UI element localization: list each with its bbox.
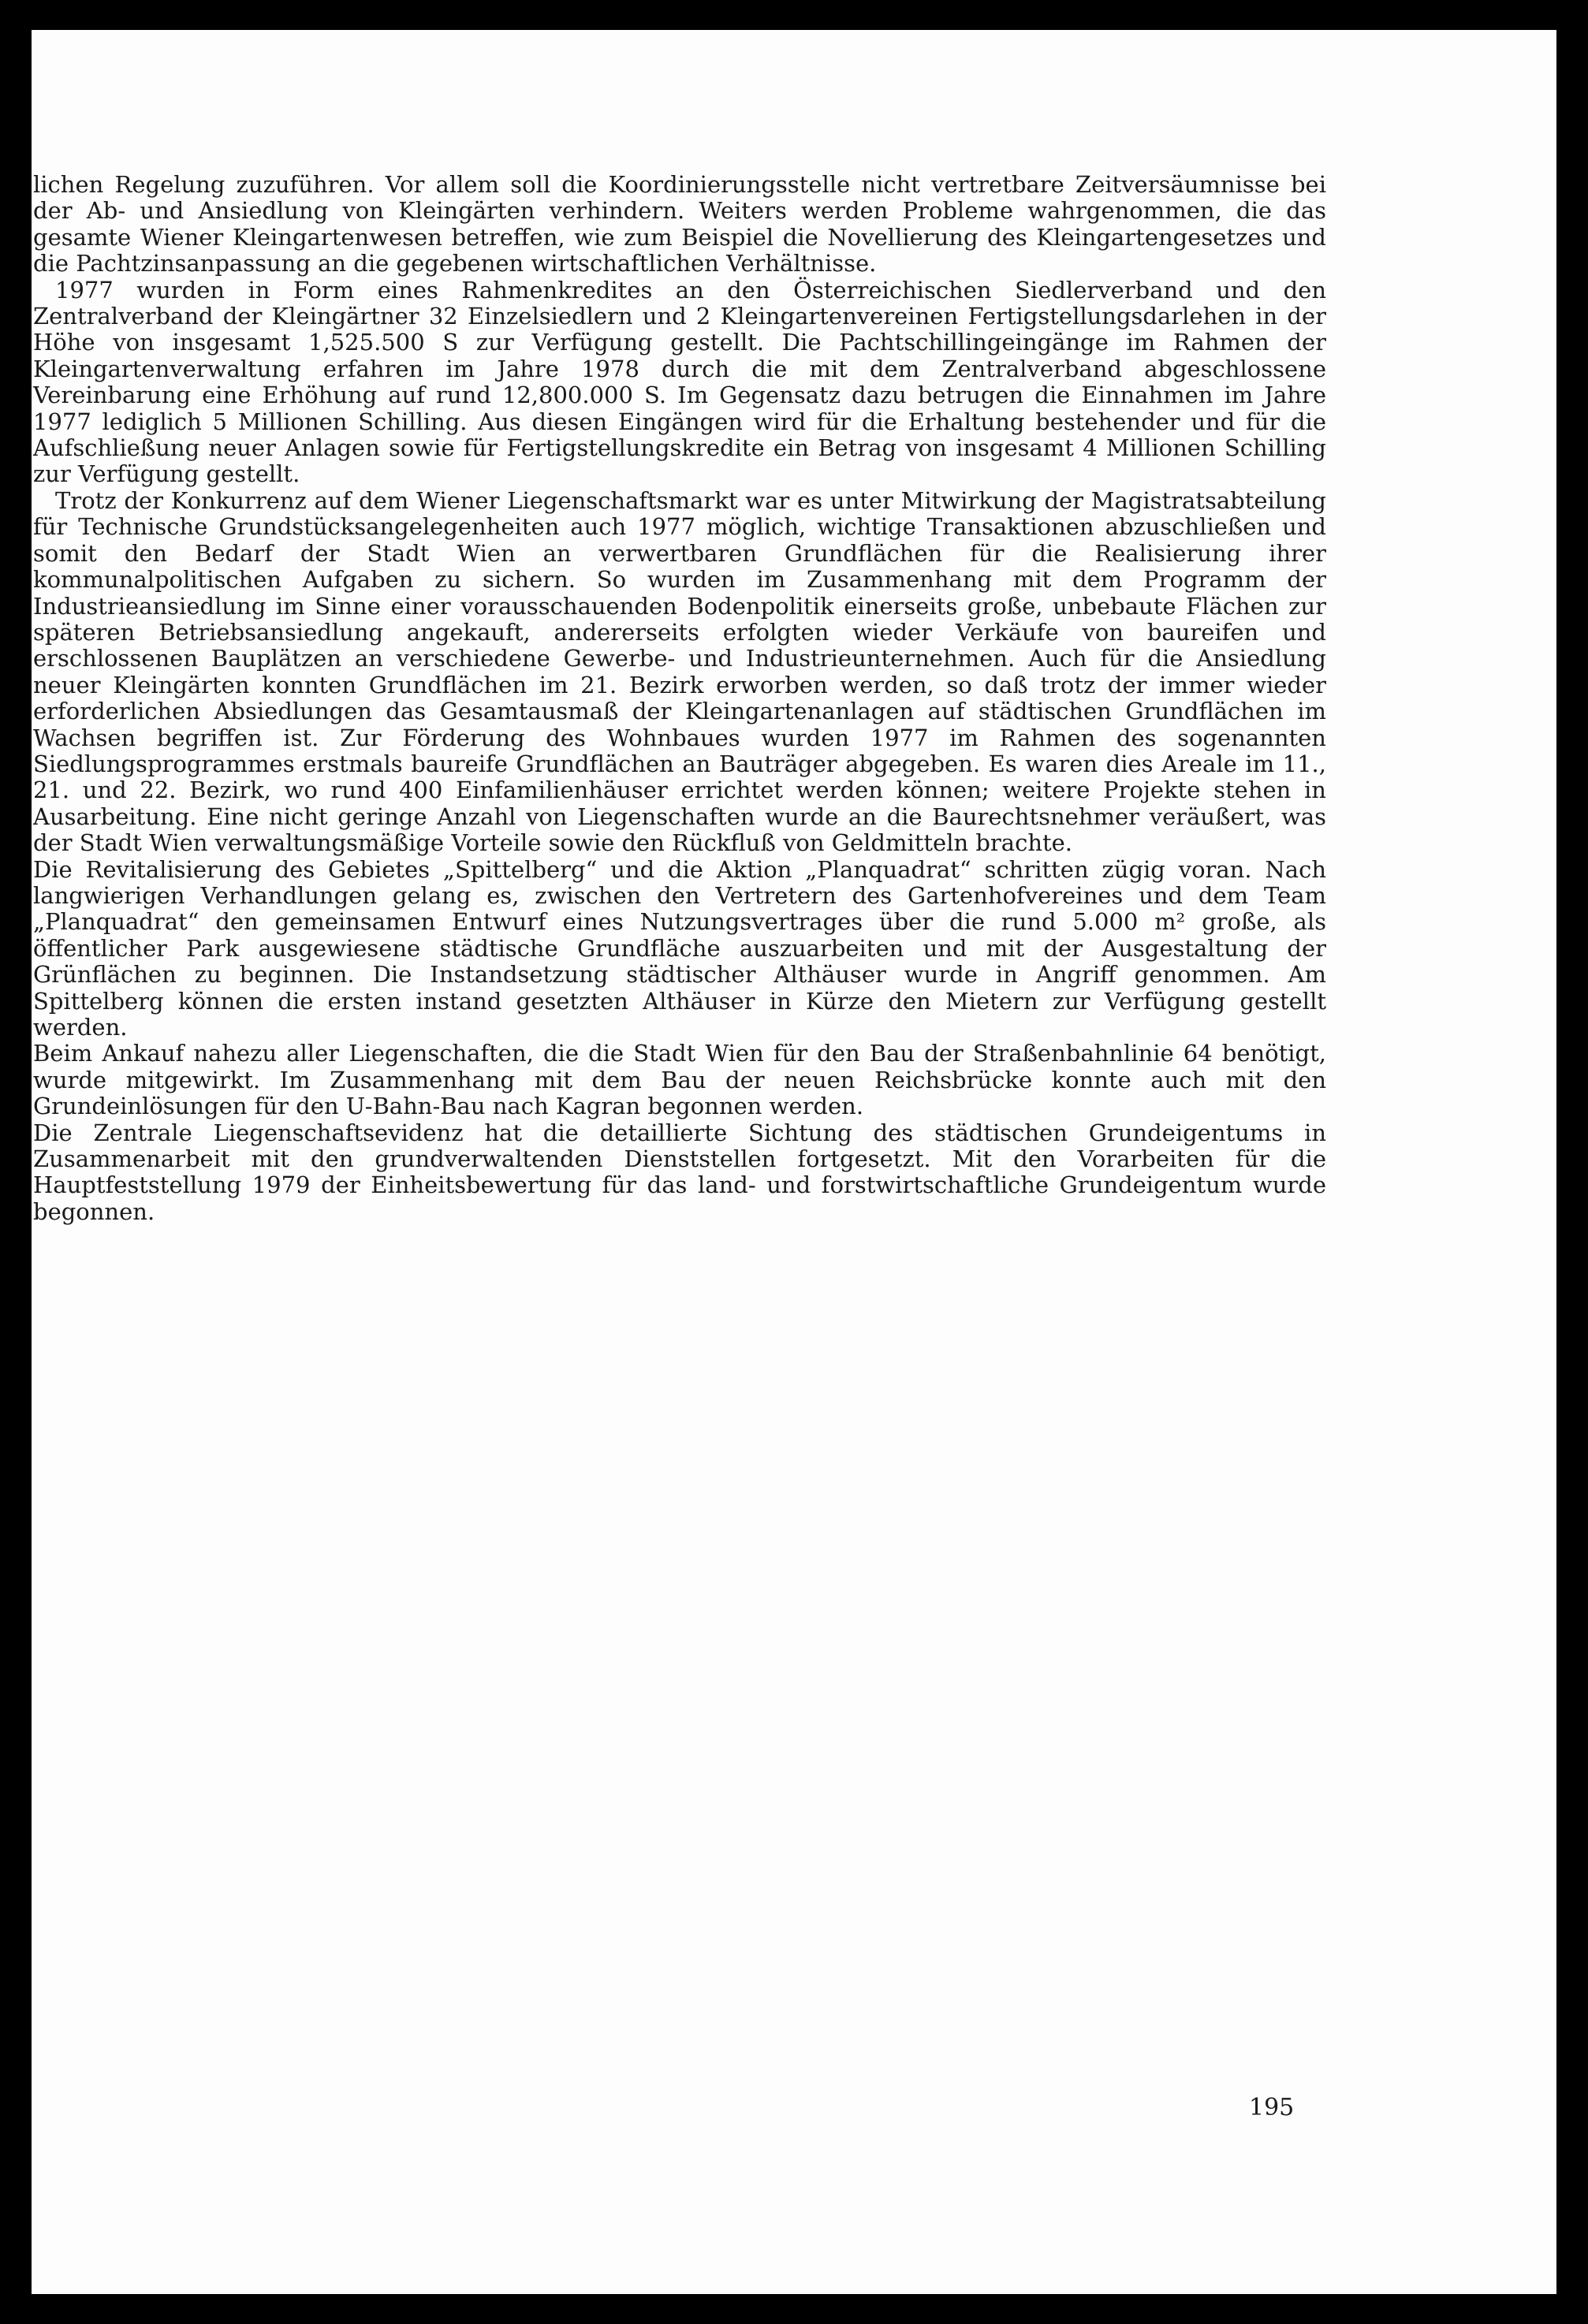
page-number: 195 [1249, 2094, 1295, 2121]
paragraph-kleingarten-koordinierung: lichen Regelung zuzuführen. Vor allem soll die Koordinierungsstelle nicht vertretbare Zeitversäumnisse bei der Ab- und Ansiedlung von Kleingärten verhindern. Weiters werden Probleme wahrgenommen, die das gesamte Wiener Kleingartenwesen betreffen, wie zum Beispiel die Novellierung des Kleingartengesetzes und die Pachtzinsanpassung an die gegebenen wirtschaftlichen Verhältnisse. [33, 171, 1326, 277]
paragraph-liegenschaftsevidenz: Die Zentrale Liegenschaftsevidenz hat die detaillierte Sichtung des städtischen Grundeigentums in Zusammenarbeit mit den grundverwaltenden Dienststellen fortgesetzt. Mit den Vorarbeiten für die Hauptfeststellung 1979 der Einheitsbewertung für das land- und forstwirtschaftliche Grundeigentum wurde begonnen. [33, 1119, 1326, 1225]
paragraph-spittelberg: Die Revitalisierung des Gebietes „Spittelberg“ und die Aktion „Planquadrat“ schritten zügig voran. Nach langwierigen Verhandlungen gelang es, zwischen den Vertretern des Gartenhofvereines und dem Team „Planquadrat“ den gemeinsamen Entwurf eines Nutzungsvertrages über die rund 5.000 m² große, als öffentlicher Park ausgewiesene städtische Grundfläche auszuarbeiten und mit der Ausgestaltung der Grünflächen zu beginnen. Die Instandsetzung städtischer Althäuser wurde in Angriff genommen. Am Spittelberg können die ersten instand gesetzten Althäuser in Kürze den Mietern zur Verfügung gestellt werden. [33, 855, 1326, 1041]
paragraph-strassenbahnlinie: Beim Ankauf nahezu aller Liegenschaften, die die Stadt Wien für den Bau der Straßenbahnlinie 64 benötigt, wurde mitgewirkt. Im Zusammenhang mit dem Bau der neuen Reichsbrücke konnte auch mit den Grundeinlösungen für den U-Bahn-Bau nach Kagran begonnen werden. [33, 1040, 1326, 1120]
body-text [33, 172, 1326, 1225]
paragraph-liegenschaftsmarkt: Trotz der Konkurrenz auf dem Wiener Liegenschaftsmarkt war es unter Mitwirkung der Magistratsabteilung für Technische Grundstücksangelegenheiten auch 1977 möglich, wichtige Transaktionen abzuschließen und somit den Bedarf der Stadt Wien an verwertbaren Grundflächen für die Realisierung ihrer kommunalpolitischen Aufgaben zu sichern. So wurden im Zusammenhang mit dem Programm der Industrieansiedlung im Sinne einer vorausschauenden Bodenpolitik einerseits große, unbebaute Flächen zur späteren Betriebsansiedlung angekauft, andererseits erfolgten wieder Verkäufe von baureifen und erschlossenen Bauplätzen an verschiedene Gewerbe- und Industrieunternehmen. Auch für die Ansiedlung neuer Kleingärten konnten Grundflächen im 21. Bezirk erworben werden, so daß trotz der immer wieder erforderlichen Absiedlungen das Gesamtausmaß der Kleingartenanlagen auf städtischen Grundflächen im Wachsen begriffen ist. Zur Förderung des Wohnbaues wurden 1977 im Rahmen des sogenannten Siedlungsprogrammes erstmals baureife Grundflächen an Bauträger abgegeben. Es waren dies Areale im 11., 21. und 22. Bezirk, wo rund 400 Einfamilienhäuser errichtet werden können; weitere Projekte stehen in Ausarbeitung. Eine nicht geringe Anzahl von Liegenschaften wurde an die Baurechtsnehmer veräußert, was der Stadt Wien verwaltungsmäßige Vorteile sowie den Rückfluß von Geldmitteln brachte. [33, 486, 1326, 857]
document-page [32, 30, 1556, 2294]
paragraph-rahmenkredit: 1977 wurden in Form eines Rahmenkredites an den Österreichischen Siedlerverband und den Zentralverband der Kleingärtner 32 Einzelsiedlern und 2 Kleingartenvereinen Fertigstellungsdarlehen in der Höhe von insgesamt 1,525.500 S zur Verfügung gestellt. Die Pachtschillingeingänge im Rahmen der Kleingartenverwaltung erfahren im Jahre 1978 durch die mit dem Zentralverband abgeschlossene Vereinbarung eine Erhöhung auf rund 12,800.000 S. Im Gegensatz dazu betrugen die Einnahmen im Jahre 1977 lediglich 5 Millionen Schilling. Aus diesen Eingängen wird für die Erhaltung bestehender und für die Aufschließung neuer Anlagen sowie für Fertigstellungskredite ein Betrag von insgesamt 4 Millionen Schilling zur Verfügung gestellt. [33, 276, 1326, 488]
